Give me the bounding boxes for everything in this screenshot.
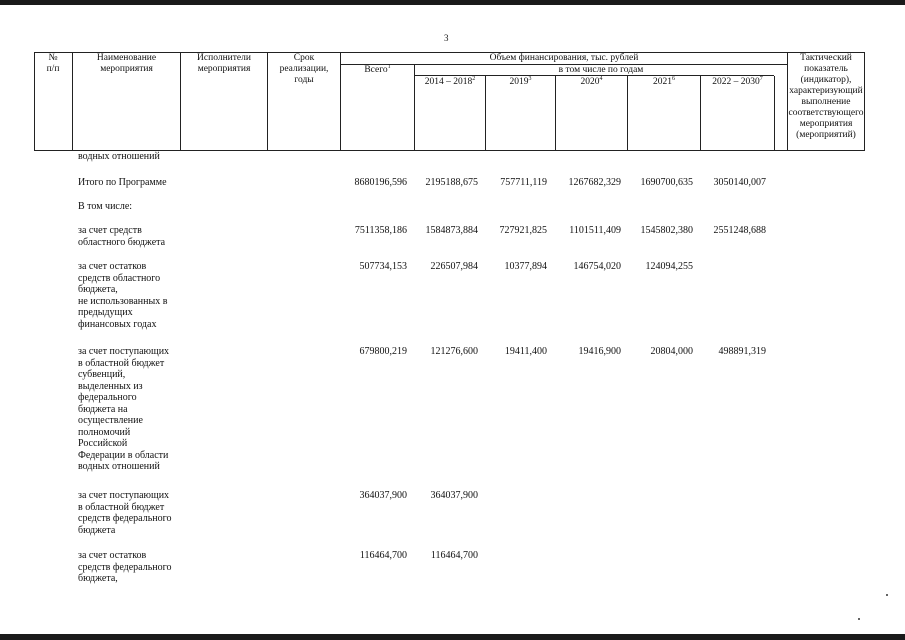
cell-2020: 146754,020 [573,261,621,272]
header-col-name: Наименование мероприятия [96,53,157,74]
cell-2019: 19411,400 [504,346,547,357]
cell-2019: 757711,119 [500,177,547,188]
top-border [0,0,905,5]
table-header [34,52,865,151]
table-row-label: за счет поступающих в областной бюджет субвенций, выделенных из федерального бюджета на осуществление полномочий Российской Федерации в области водных отношений [78,346,170,472]
cell-total: 507734,153 [359,261,407,272]
header-col-by-years: в том числе по годам [558,65,644,75]
cell-2021: 1545802,380 [640,225,693,236]
cell-2020: 1101511,409 [569,225,621,236]
header-col-2019: 2019$^3$ [509,76,532,87]
table-row-label: за счет остатков средств федерального бюджета, [78,550,172,584]
cell-2014-2018: 121276,600 [430,346,478,357]
header-col-2014-2018: 2014 – 2018$^2$ [424,76,476,87]
table-row-label: В том числе: [78,201,133,212]
table-row-label: Итого по Программе [78,177,167,188]
cell-total: 8680196,596 [354,177,407,188]
header-col-term: Срок реализации, годы [279,53,329,85]
header-col-2021: 2021$^6$ [653,76,675,87]
cell-2021: 124094,255 [645,261,693,272]
header-col-indicator: Тактический показатель (индикатор), характеризующий выполнение соответствующего мероприятия (мероприятий) [788,53,864,140]
header-col-total: Всего$^1$ [364,64,391,75]
cell-2022-2030: 3050140,007 [713,177,766,188]
cell-2021: 20804,000 [650,346,693,357]
col-line [774,76,775,151]
cell-total: 7511358,186 [354,225,407,236]
cell-2020: 19416,900 [578,346,621,357]
cell-total: 364037,900 [359,490,407,501]
scan-speck [886,594,888,596]
header-col-executors: Исполнители мероприятия [197,53,251,74]
header-col-number: № п/п [46,53,60,74]
cell-2014-2018: 2195188,675 [425,177,478,188]
table-row-label: водных отношений [78,151,160,162]
cell-2014-2018: 1584873,884 [425,225,478,236]
cell-2022-2030: 498891,319 [718,346,766,357]
cell-2019: 10377,894 [504,261,547,272]
header-col-2022-2030: 2022 – 2030$^7$ [712,76,763,87]
cell-total: 116464,700 [359,550,407,561]
bottom-border [0,634,905,640]
page-number: 3 [444,33,449,43]
cell-2014-2018: 116464,700 [430,550,478,561]
cell-2021: 1690700,635 [640,177,693,188]
cell-2022-2030: 2551248,688 [713,225,766,236]
cell-2014-2018: 226507,984 [430,261,478,272]
cell-2014-2018: 364037,900 [430,490,478,501]
cell-2019: 727921,825 [499,225,547,236]
table-row-label: за счет поступающих в областной бюджет средств федерального бюджета [78,490,172,536]
scan-speck [858,618,860,620]
table-row-label: за счет остатков средств областного бюджета, не использованных в предыдущих финансовых годах [78,261,168,330]
table-row-label: за счет средств областного бюджета [78,225,166,248]
cell-2020: 1267682,329 [568,177,621,188]
header-col-2020: 2020$^4$ [580,76,603,87]
col-line [864,52,865,151]
header-col-funding: Объем финансирования, тыс. рублей [489,53,639,63]
cell-total: 679800,219 [359,346,407,357]
